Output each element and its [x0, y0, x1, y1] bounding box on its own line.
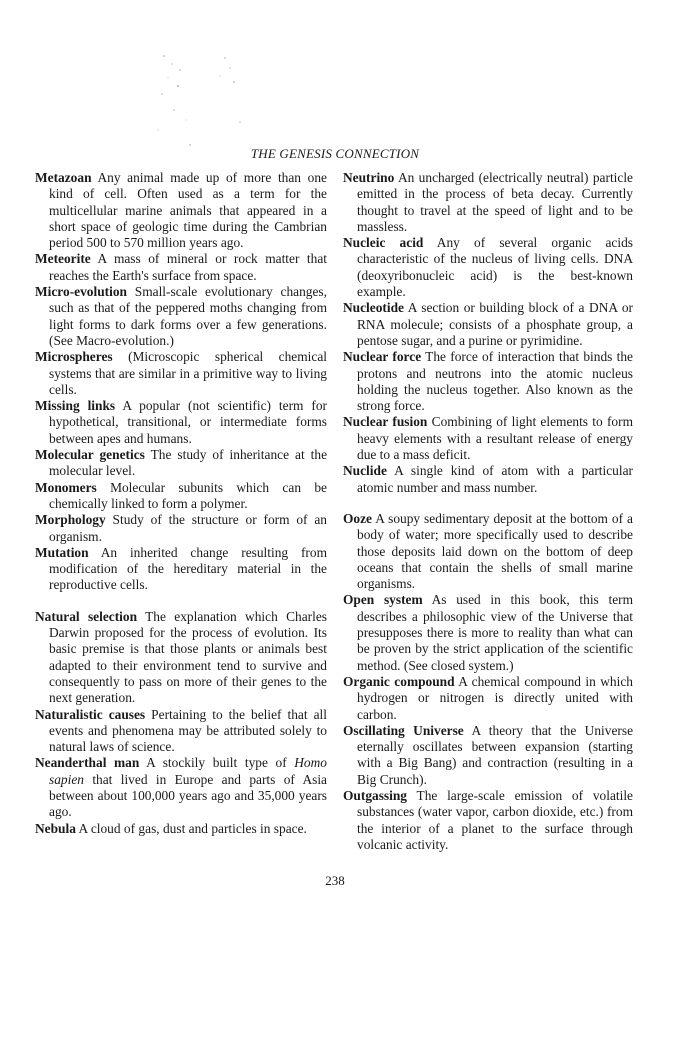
glossary-definition: An inherited change resulting from modification of the hereditary material in the reproductive cells. [49, 544, 327, 593]
glossary-term: Oscillating Universe [343, 722, 464, 738]
glossary-definition: As used in this book, this term describes a philosophic view of the Universe that presupposes there is more to reality than what can be proven by the strict application of the scientific method. (See closed system.) [357, 592, 634, 673]
glossary-definition: Study of the structure or form of an organism. [49, 512, 327, 544]
glossary-entry [35, 398, 327, 447]
glossary-definition: A section or building block of a DNA or RNA molecule; consists of a phosphate group, a pentose sugar, and a purine or pyrimidine. [357, 300, 633, 348]
glossary-definition: A chemical compound in which hydrogen or nitrogen is directly united with carbon. [357, 673, 633, 722]
glossary-entry [343, 235, 633, 300]
glossary-definition: A single kind of atom with a particular atomic number and mass number. [357, 463, 633, 495]
glossary-term: Morphology [35, 512, 106, 528]
glossary-entry [35, 349, 327, 398]
glossary-entry [343, 414, 633, 463]
glossary-term: Micro-evolution [35, 284, 127, 300]
glossary-entry [35, 755, 327, 820]
glossary-term: Nucleotide [343, 300, 404, 316]
glossary-entry [343, 788, 633, 853]
glossary-definition: (Microscopic spherical chemical systems that are similar in a primitive way to living cells. [49, 349, 327, 397]
glossary-definition: A popular (not scientific) term for hypothetical, transitional, or intermediate forms between apes and humans. [49, 398, 328, 446]
glossary-definition: A soupy sedimentary deposit at the bottom of a body of water; more specifically used to describe those deposits laid down on the bottom of deep oceans that contain the shells of small marine organisms. [357, 510, 633, 592]
glossary-entry [35, 609, 327, 707]
glossary-term: Metazoan [35, 170, 92, 185]
glossary-entry [343, 723, 633, 788]
glossary-definition: A cloud of gas, dust and particles in space. [78, 820, 307, 836]
glossary-entry [35, 480, 327, 513]
glossary-definition: Small-scale evolutionary changes, such as that of the peppered moths changing from light forms to dark forms over a few generations. (See Macro-evolution.) [49, 284, 327, 348]
glossary-term: Nuclear fusion [343, 414, 428, 430]
glossary-term: Ooze [343, 510, 372, 526]
glossary-definition-italic: Homo sapien [49, 755, 327, 787]
glossary-entry [35, 545, 327, 594]
glossary-term: Missing links [35, 398, 116, 414]
glossary-definition: Molecular subunits which can be chemically linked to form a polymer. [49, 479, 327, 511]
glossary-entry [35, 284, 327, 349]
glossary-entry [343, 170, 633, 235]
glossary-definition: A stockily built type of [146, 755, 295, 771]
glossary-definition: Combining of light elements to form heavy elements with a resultant release of energy due to a mass deficit. [357, 414, 634, 463]
glossary-term: Meteorite [35, 251, 91, 267]
glossary-definition: The study of inheritance at the molecular level. [49, 447, 328, 479]
glossary-entry [35, 821, 327, 837]
right-glossary-column [343, 170, 633, 853]
page-number: 238 [325, 873, 345, 888]
glossary-entry [343, 511, 633, 592]
glossary-definition: A theory that the Universe eternally oscillates between expansion (starting with a Big Bang) and contraction (resulting in a Big Crunch). [357, 722, 634, 787]
glossary-definition: Pertaining to the belief that all events and phenomena may be attributed solely to natural laws of science. [49, 706, 327, 755]
glossary-definition: An uncharged (electrically neutral) particle emitted in the process of beta decay. Currently thought to travel at the speed of light and to be massless. [357, 170, 633, 234]
glossary-entry [35, 170, 327, 251]
glossary-term: Natural selection [35, 608, 138, 624]
glossary-term: Nucleic acid [343, 235, 424, 251]
glossary-term: Outgassing [343, 787, 407, 803]
glossary-definition: that lived in Europe and parts of Asia between about 100,000 years ago and 35,000 years ago. [49, 771, 327, 820]
glossary-entry [35, 447, 327, 480]
glossary-definition: A mass of mineral or rock matter that reaches the Earth's surface from space. [49, 251, 327, 283]
glossary-term: Organic compound [343, 673, 455, 689]
glossary-definition: Any animal made up of more than one kind of cell. Often used as a term for the multicellular marine animals that appeared in a short space of geologic time during the Cambrian period 500 to 570 million years ago. [49, 170, 327, 251]
glossary-entry [35, 512, 327, 545]
glossary-entry [343, 674, 633, 723]
section-gap [343, 496, 633, 511]
glossary-entry [343, 463, 633, 496]
glossary-term: Mutation [35, 544, 89, 560]
glossary-term: Naturalistic causes [35, 706, 146, 722]
glossary-term: Nebula [35, 820, 76, 836]
left-glossary-column [35, 170, 327, 837]
glossary-definition: The force of interaction that binds the protons and neutrons into the atomic nucleus holding the nucleus together. Also known as the strong force. [357, 349, 633, 414]
scan-specks [150, 50, 270, 160]
glossary-entry [343, 300, 633, 349]
glossary-term: Neutrino [343, 170, 395, 185]
glossary-term: Neanderthal man [35, 755, 140, 771]
glossary-term: Nuclear force [343, 349, 422, 365]
glossary-entry [343, 349, 633, 414]
running-header: THE GENESIS CONNECTION [250, 146, 420, 161]
glossary-definition: The large-scale emission of volatile substances (water vapor, carbon dioxide, etc.) from the interior of a planet to the surface through volcanic activity. [357, 787, 633, 852]
glossary-entry [35, 707, 327, 756]
glossary-term: Molecular genetics [35, 447, 145, 463]
glossary-entry [343, 592, 633, 673]
glossary-term: Microspheres [35, 349, 113, 365]
glossary-term: Nuclide [343, 463, 387, 479]
glossary-term: Monomers [35, 479, 97, 495]
glossary-definition: Any of several organic acids characteristic of the nucleus of living cells. DNA (deoxyribonucleic acid) is the best-known example. [357, 235, 634, 300]
section-gap [35, 594, 327, 609]
glossary-definition: The explanation which Charles Darwin proposed for the process of evolution. Its basic premise is that those plants or animals best adapted to their environment tend to survive and consequently to pass on more of their genes to the next generation. [49, 608, 327, 706]
glossary-term: Open system [343, 592, 423, 608]
glossary-entry [35, 251, 327, 284]
